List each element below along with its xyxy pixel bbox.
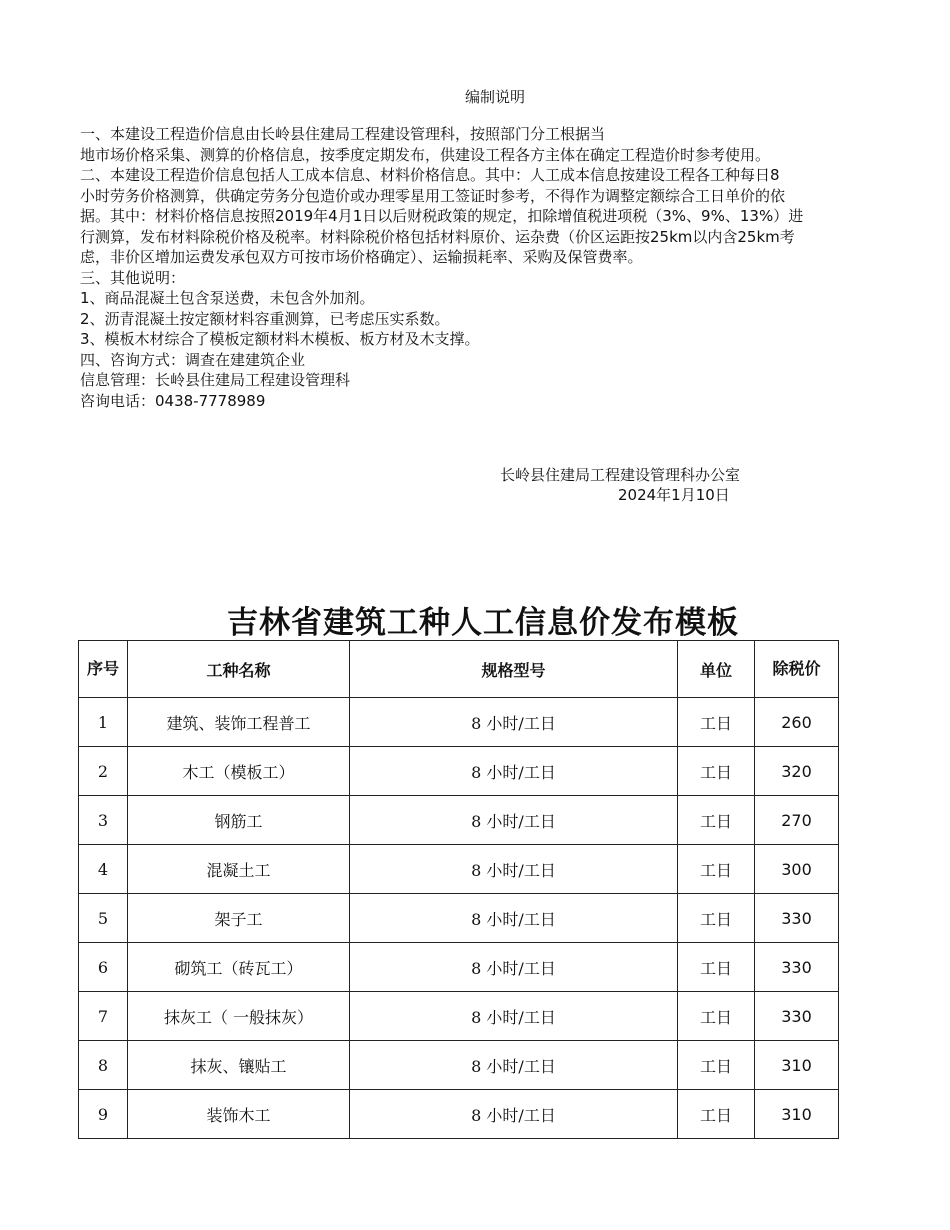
note-line: 咨询电话：0438-7778989: [80, 391, 266, 410]
cell-price: 330: [755, 943, 839, 992]
cell-unit: 工日: [678, 1090, 755, 1139]
cell-name: 装饰木工: [128, 1090, 350, 1139]
cell-no: 3: [79, 796, 128, 845]
cell-price: 310: [755, 1041, 839, 1090]
table-header-row: [79, 641, 839, 698]
cell-name: 钢筋工: [128, 796, 350, 845]
cell-unit: 工日: [678, 943, 755, 992]
cell-unit: 工日: [678, 747, 755, 796]
cell-no: 9: [79, 1090, 128, 1139]
cell-name: 抹灰、镶贴工: [128, 1041, 350, 1090]
note-line: 地市场价格采集、测算的价格信息，按季度定期发布，供建设工程各方主体在确定工程造价时参考使用。: [80, 145, 771, 164]
table-row: [79, 796, 839, 845]
cell-unit: 工日: [678, 845, 755, 894]
cell-no: 5: [79, 894, 128, 943]
issue-date: 2024年1月10日: [618, 486, 730, 504]
cell-spec: 8 小时/工日: [350, 943, 678, 992]
cell-price: 330: [755, 992, 839, 1041]
cell-price: 260: [755, 698, 839, 747]
cell-price: 330: [755, 894, 839, 943]
header-unit: 单位: [678, 641, 755, 698]
cell-spec: 8 小时/工日: [350, 992, 678, 1041]
cell-unit: 工日: [678, 992, 755, 1041]
cell-spec: 8 小时/工日: [350, 796, 678, 845]
cell-spec: 8 小时/工日: [350, 1041, 678, 1090]
cell-spec: 8 小时/工日: [350, 845, 678, 894]
cell-name: 木工（模板工）: [128, 747, 350, 796]
table-row: [79, 845, 839, 894]
table-row: [79, 1041, 839, 1090]
cell-price: 320: [755, 747, 839, 796]
table-row: [79, 992, 839, 1041]
header-price: 除税价: [755, 641, 839, 698]
note-line: 二、本建设工程造价信息包括人工成本信息、材料价格信息。其中：人工成本信息按建设工程各工种每日8: [80, 166, 780, 184]
cell-unit: 工日: [678, 796, 755, 845]
labor-price-table: [78, 640, 839, 1139]
document-title: 编制说明: [464, 88, 525, 106]
note-line: 四、咨询方式：调查在建建筑企业: [80, 350, 306, 369]
note-line: 信息管理：长岭县住建局工程建设管理科: [80, 371, 351, 389]
cell-spec: 8 小时/工日: [350, 747, 678, 796]
table-row: [79, 1090, 839, 1139]
note-line: 小时劳务价格测算，供确定劳务分包造价或办理零星用工签证时参考，不得作为调整定额综合工日单价的依: [80, 186, 786, 205]
cell-no: 2: [79, 747, 128, 796]
cell-price: 300: [755, 845, 839, 894]
issuing-office: 长岭县住建局工程建设管理科办公室: [500, 466, 741, 484]
cell-no: 4: [79, 845, 128, 894]
table-row: [79, 894, 839, 943]
note-line: 1、商品混凝土包含泵送费，未包含外加剂。: [80, 289, 375, 307]
cell-no: 1: [79, 698, 128, 747]
note-line: 行测算，发布材料除税价格及税率。材料除税价格包括材料原价、运杂费（价区运距按25km以内含25km考: [80, 227, 795, 246]
note-line: 2、沥青混凝土按定额材料容重测算，已考虑压实系数。: [80, 309, 450, 328]
cell-spec: 8 小时/工日: [350, 1090, 678, 1139]
header-no: 序号: [79, 641, 128, 698]
cell-no: 6: [79, 943, 128, 992]
header-name: 工种名称: [128, 641, 350, 698]
cell-no: 7: [79, 992, 128, 1041]
table-row: [79, 747, 839, 796]
cell-name: 建筑、装饰工程普工: [128, 698, 350, 747]
notes-section: [80, 124, 840, 411]
cell-name: 抹灰工（ 一般抹灰）: [128, 992, 350, 1041]
note-line: 三、其他说明：: [80, 268, 186, 287]
table-row: [79, 698, 839, 747]
note-line: 据。其中：材料价格信息按照2019年4月1日以后财税政策的规定，扣除增值税进项税（3%、9%、13%）进: [80, 207, 804, 225]
header-spec: 规格型号: [350, 641, 678, 698]
cell-no: 8: [79, 1041, 128, 1090]
table-title: 吉林省建筑工种人工信息价发布模板: [227, 605, 739, 641]
cell-unit: 工日: [678, 698, 755, 747]
note-line: 一、本建设工程造价信息由长岭县住建局工程建设管理科，按照部门分工根据当: [80, 125, 606, 143]
table-row: [79, 943, 839, 992]
cell-name: 砌筑工（砖瓦工）: [128, 943, 350, 992]
cell-price: 310: [755, 1090, 839, 1139]
cell-unit: 工日: [678, 894, 755, 943]
cell-unit: 工日: [678, 1041, 755, 1090]
cell-spec: 8 小时/工日: [350, 698, 678, 747]
cell-name: 混凝土工: [128, 845, 350, 894]
note-line: 3、模板木材综合了模板定额材料木模板、板方材及木支撑。: [80, 330, 480, 348]
cell-price: 270: [755, 796, 839, 845]
cell-spec: 8 小时/工日: [350, 894, 678, 943]
cell-name: 架子工: [128, 894, 350, 943]
note-line: 虑，非价区增加运费发承包双方可按市场价格确定）、运输损耗率、采购及保管费率。: [80, 248, 643, 266]
